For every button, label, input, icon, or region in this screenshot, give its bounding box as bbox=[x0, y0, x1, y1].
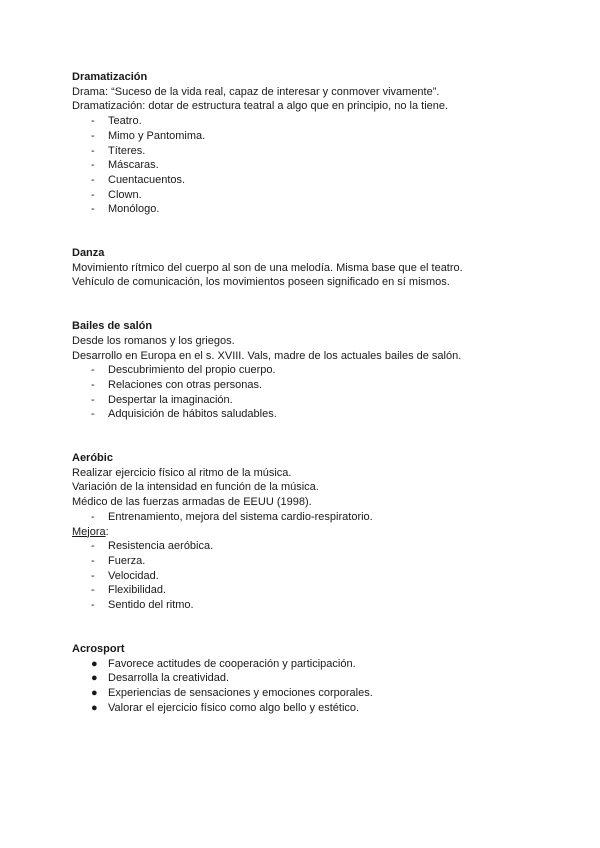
list-item-text: Máscaras. bbox=[108, 159, 159, 172]
list-item-text: Teatro. bbox=[108, 115, 142, 128]
list-item bbox=[72, 657, 542, 672]
list-item bbox=[72, 598, 542, 613]
list-item bbox=[72, 114, 542, 129]
section-aerobic bbox=[72, 451, 542, 613]
dash-marker: - bbox=[91, 599, 95, 612]
list-item bbox=[72, 158, 542, 173]
list-item bbox=[72, 144, 542, 159]
list-item bbox=[72, 393, 542, 408]
dash-marker: - bbox=[91, 510, 95, 523]
list-item bbox=[72, 378, 542, 393]
list-item-text: Clown. bbox=[108, 188, 142, 201]
list-item-text: Favorece actitudes de cooperación y participación. bbox=[108, 657, 356, 670]
dash-marker: - bbox=[91, 173, 95, 186]
list-item bbox=[72, 202, 542, 217]
mejora-heading bbox=[72, 525, 542, 540]
section-title: Bailes de salón bbox=[72, 320, 153, 333]
paragraph-line: Variación de la intensidad en función de la música. bbox=[72, 481, 319, 494]
list-item-text: Valorar el ejercicio físico como algo bello y estético. bbox=[108, 701, 360, 714]
section-title: Danza bbox=[72, 247, 105, 260]
section-title: Acrosport bbox=[72, 642, 125, 655]
mejora-label: Mejora bbox=[72, 525, 106, 538]
list-item bbox=[72, 129, 542, 144]
list-item-text: Descubrimiento del propio cuerpo. bbox=[108, 364, 276, 377]
dash-list bbox=[72, 510, 542, 525]
list-item bbox=[72, 671, 542, 686]
dash-list bbox=[72, 539, 542, 613]
paragraph-line: Vehículo de comunicación, los movimientos poseen significado en sí mismos. bbox=[72, 276, 450, 289]
list-item bbox=[72, 173, 542, 188]
list-item bbox=[72, 701, 542, 716]
dash-marker: - bbox=[91, 584, 95, 597]
dash-marker: - bbox=[91, 540, 95, 553]
list-item bbox=[72, 686, 542, 701]
list-item-text: Experiencias de sensaciones y emociones corporales. bbox=[108, 686, 373, 699]
dash-list bbox=[72, 363, 542, 422]
dash-marker: - bbox=[91, 364, 95, 377]
list-item-text: Velocidad. bbox=[108, 569, 159, 582]
bullet-list bbox=[72, 657, 542, 716]
section-title: Aeróbic bbox=[72, 452, 113, 465]
paragraph-line: Movimiento rítmico del cuerpo al son de una melodía. Misma base que el teatro. bbox=[72, 261, 463, 274]
dash-marker: - bbox=[91, 203, 95, 216]
list-item bbox=[72, 569, 542, 584]
list-item-text: Títeres. bbox=[108, 144, 146, 157]
list-item-text: Desarrolla la creatividad. bbox=[108, 672, 230, 685]
list-item-text: Entrenamiento, mejora del sistema cardio-respiratorio. bbox=[108, 510, 373, 523]
dash-list bbox=[72, 114, 542, 217]
document-page bbox=[72, 70, 542, 715]
list-item-text: Monólogo. bbox=[108, 203, 160, 216]
list-item-text: Adquisición de hábitos saludables. bbox=[108, 408, 277, 421]
list-item bbox=[72, 407, 542, 422]
bullet-icon: ● bbox=[91, 686, 98, 699]
bullet-icon: ● bbox=[91, 657, 98, 670]
dash-marker: - bbox=[91, 554, 95, 567]
bullet-icon: ● bbox=[91, 672, 98, 685]
section-bailes-de-salon bbox=[72, 319, 542, 422]
paragraph-line: Realizar ejercicio físico al ritmo de la música. bbox=[72, 466, 292, 479]
list-item bbox=[72, 539, 542, 554]
list-item-text: Flexibilidad. bbox=[108, 584, 167, 597]
section-acrosport bbox=[72, 642, 542, 716]
list-item bbox=[72, 510, 542, 525]
dash-marker: - bbox=[91, 144, 95, 157]
list-item-text: Cuentacuentos. bbox=[108, 173, 186, 186]
list-item-text: Sentido del ritmo. bbox=[108, 599, 194, 612]
dash-marker: - bbox=[91, 188, 95, 201]
section-title: Dramatización bbox=[72, 71, 148, 83]
list-item bbox=[72, 188, 542, 203]
list-item-text: Despertar la imaginación. bbox=[108, 393, 233, 406]
list-item bbox=[72, 583, 542, 598]
dash-marker: - bbox=[91, 408, 95, 421]
dash-marker: - bbox=[91, 115, 95, 128]
list-item-text: Mimo y Pantomima. bbox=[108, 129, 206, 142]
paragraph-line: Médico de las fuerzas armadas de EEUU (1998). bbox=[72, 496, 312, 509]
list-item bbox=[72, 554, 542, 569]
section-danza bbox=[72, 246, 542, 290]
paragraph-line: Desde los romanos y los griegos. bbox=[72, 334, 235, 347]
list-item-text: Relaciones con otras personas. bbox=[108, 378, 263, 391]
dash-marker: - bbox=[91, 159, 95, 172]
section-dramatizacion bbox=[72, 70, 542, 217]
list-item bbox=[72, 363, 542, 378]
paragraph-line: Dramatización: dotar de estructura teatral a algo que en principio, no la tiene. bbox=[72, 100, 449, 113]
dash-marker: - bbox=[91, 569, 95, 582]
dash-marker: - bbox=[91, 393, 95, 406]
dash-marker: - bbox=[91, 378, 95, 391]
dash-marker: - bbox=[91, 129, 95, 142]
paragraph-line: Desarrollo en Europa en el s. XVIII. Vals, madre de los actuales bailes de salón. bbox=[72, 349, 462, 362]
list-item-text: Fuerza. bbox=[108, 554, 146, 567]
list-item-text: Resistencia aeróbica. bbox=[108, 540, 214, 553]
mejora-colon: : bbox=[105, 525, 109, 538]
paragraph-line: Drama: “Suceso de la vida real, capaz de interesar y conmover vivamente”. bbox=[72, 85, 440, 98]
bullet-icon: ● bbox=[91, 701, 98, 714]
